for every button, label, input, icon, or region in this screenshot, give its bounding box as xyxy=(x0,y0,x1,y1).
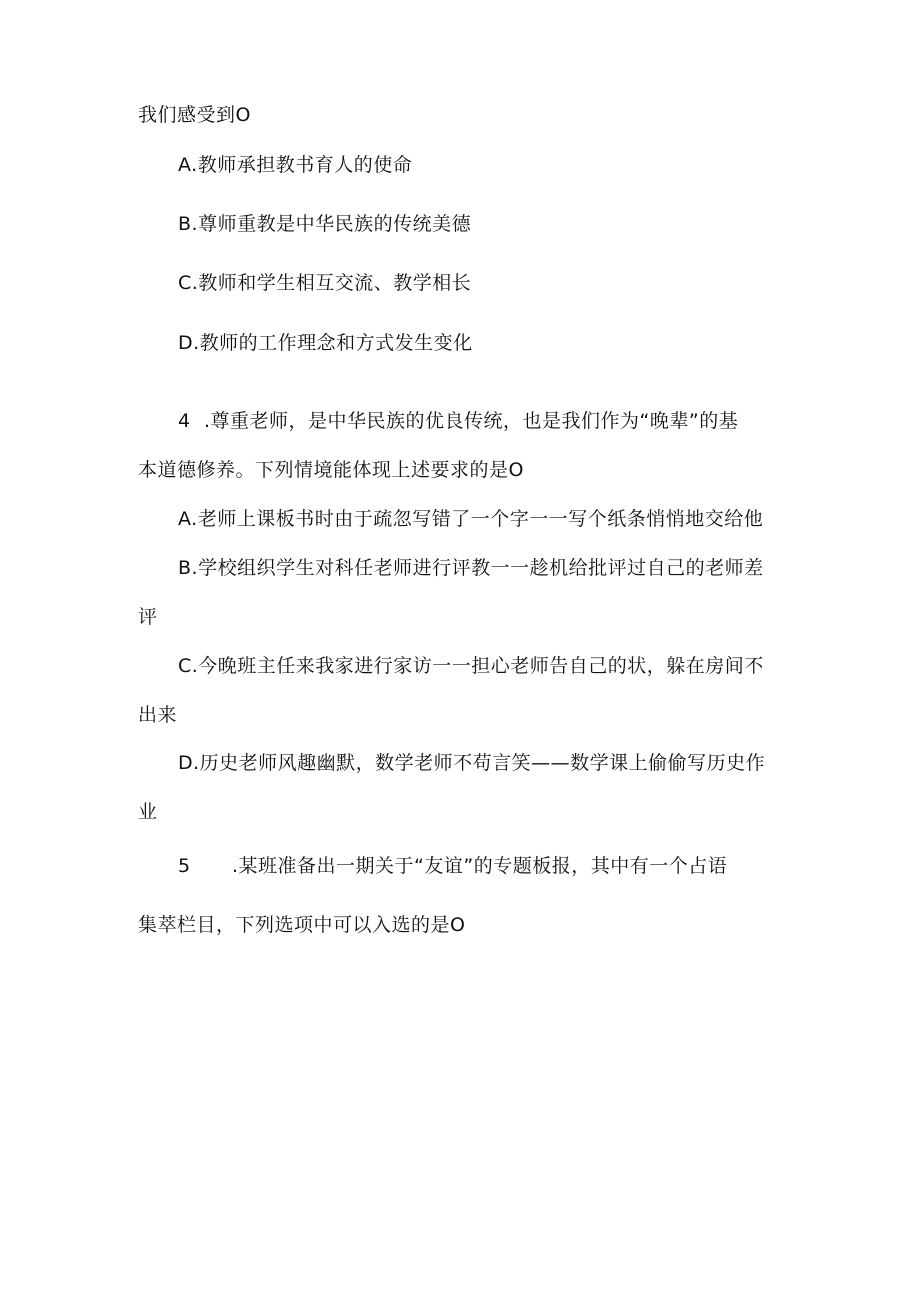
q4-stem-line2: 本道德修养。下列情境能体现上述要求的是O xyxy=(138,459,524,481)
q3-option-b: B.尊师重教是中华民族的传统美德 xyxy=(178,213,472,235)
q4-option-c-line1: C.今晚班主任来我家进行家访一一担心老师告自己的状，躲在房间不 xyxy=(178,655,764,677)
q5-stem-text: .某班准备出一期关于“友谊”的专题板报，其中有一个占语 xyxy=(232,855,728,877)
q4-option-a: A.老师上课板书时由于疏忽写错了一个字一一写个纸条悄悄地交给他 xyxy=(178,508,764,530)
q5-number: 5 xyxy=(178,855,191,877)
q4-option-d-line1: D.历史老师风趣幽默，数学老师不苟言笑——数学课上偷偷写历史作 xyxy=(178,752,766,774)
q4-option-b-line2: 评 xyxy=(138,606,158,628)
q3-option-c: C.教师和学生相互交流、教学相长 xyxy=(178,272,472,294)
q3-stem-tail: 我们感受到O xyxy=(138,104,251,126)
q5-stem-line1 xyxy=(178,854,727,878)
q5-stem-line2: 集萃栏目，下列选项中可以入选的是O xyxy=(138,914,466,936)
q4-stem-text: .尊重老师，是中华民族的优良传统，也是我们作为“晚辈”的基 xyxy=(204,410,739,432)
q4-stem-line1 xyxy=(178,409,738,433)
q4-option-c-line2: 出来 xyxy=(138,704,178,726)
q4-option-d-line2: 业 xyxy=(138,801,158,823)
q4-number: 4 xyxy=(178,410,191,432)
q3-option-d: D.教师的工作理念和方式发生变化 xyxy=(178,332,473,354)
q3-option-a: A.教师承担教书育人的使命 xyxy=(178,154,413,176)
q4-option-b-line1: B.学校组织学生对科任老师进行评教一一趁机给批评过自己的老师差 xyxy=(178,557,764,579)
